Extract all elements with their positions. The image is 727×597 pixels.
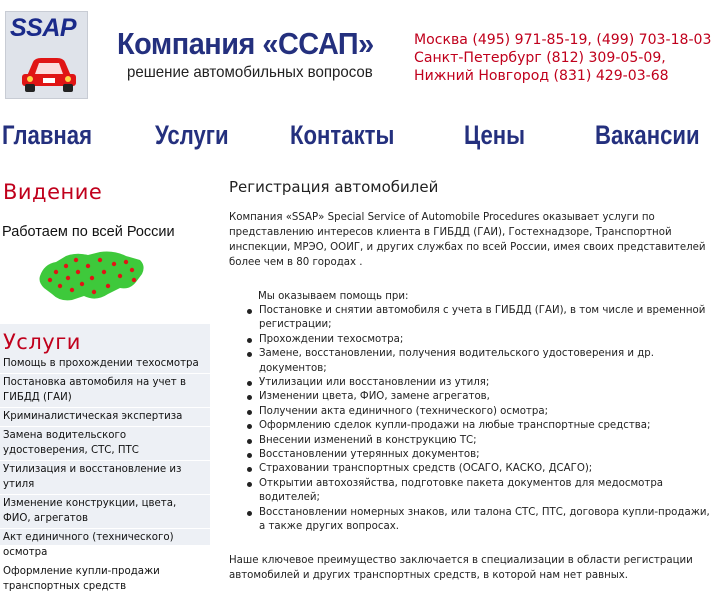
service-link[interactable]: Криминалистическая экспертиза [0,408,210,427]
nav-vacancies[interactable]: Вакансии [595,120,700,150]
services-list [0,355,210,597]
page-title: Регистрация автомобилей [229,178,439,196]
service-link[interactable]: Утилизация и восстановление из утиля [0,461,210,495]
nav-prices[interactable]: Цены [464,120,526,150]
list-item: Открытии автохозяйства, подготовке пакета документов для медосмотра водителей; [244,477,717,506]
list-item: Изменении цвета, ФИО, замене агрегатов, [244,390,717,404]
services-bullet-list [244,304,717,535]
nav-contacts[interactable]: Контакты [290,120,395,150]
list-item: Восстановлении утерянных документов; [244,448,717,462]
intro-paragraph: Компания «SSAP» Special Service of Automobile Procedures оказывает услуги по представлению интересов клиента в ГИБДД (ГАИ), Гостехнадзоре, Транспортной инспекции, МРЭО, ООИГ, и других службах по всей России, имея своих представителей более чем в 80 городах . [229,212,706,268]
logo-text: SSAP [10,14,77,42]
nav-home[interactable]: Главная [2,120,93,150]
list-item: Постановке и снятии автомобиля с учета в ГИБДД (ГАИ), в том числе и временной регистрации; [244,304,717,333]
phone-moscow: Москва (495) 971-85-19, (499) 703-18-03 [414,32,712,48]
tagline: решение автомобильных вопросов [127,64,373,81]
list-item: Прохождении техосмотра; [244,333,717,347]
outro-paragraph: Наше ключевое преимущество заключается в специализации в области регистрации автомобилей и других транспортных средств, в которой нам нет равных. [229,554,693,581]
list-item: Восстановлении номерных знаков, или талона СТС, ПТС, договора купли-продажи, а также других вопросах. [244,506,717,535]
logo[interactable] [5,11,88,99]
service-link[interactable]: Постановка автомобиля на учет в ГИБДД (ГАИ) [0,374,210,408]
company-name: Компания «ССАП» [117,26,374,61]
service-link[interactable]: Помощь в прохождении техосмотра [0,355,210,374]
services-title: Услуги [3,330,81,354]
russia-map-icon [36,246,148,306]
vision-subtitle: Работаем по всей России [2,224,175,240]
service-link[interactable]: Замена водительского удостоверения, СТС, ПТС [0,427,210,461]
list-item: Утилизации или восстановлении из утиля; [244,376,717,390]
list-item: Страховании транспортных средств (ОСАГО, КАСКО, ДСАГО); [244,462,717,476]
vision-title: Видение [3,180,103,204]
nav-services[interactable]: Услуги [155,120,229,150]
main-nav [0,120,727,156]
list-item: Замене, восстановлении, получения водительского удостоверения и др. документов; [244,347,717,376]
phone-nn: Нижний Новгород (831) 429-03-68 [414,68,669,84]
phone-spb: Санкт-Петербург (812) 309-05-09, [414,50,666,66]
help-intro: Мы оказываем помощь при: [258,291,409,302]
service-link[interactable]: Акт единичного (технического) осмотра [0,529,210,563]
service-link[interactable]: Оформление купли-продажи транспортных средств [0,563,210,597]
list-item: Внесении изменений в конструкцию ТС; [244,434,717,448]
car-icon [19,54,79,94]
service-link[interactable]: Изменение конструкции, цвета, ФИО, агрегатов [0,495,210,529]
list-item: Оформлению сделок купли-продажи на любые транспортные средства; [244,419,717,433]
main-content [229,178,717,583]
list-item: Получении акта единичного (технического) осмотра; [244,405,717,419]
contact-phones [414,31,721,85]
